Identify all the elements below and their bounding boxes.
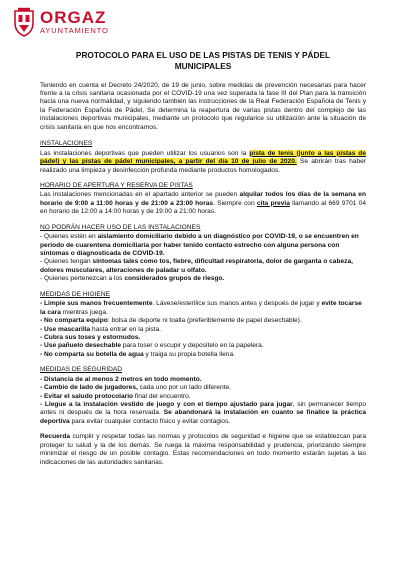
section-text: Las instalaciones deportivas que pueden utilizar los usuarios son la pista de tenis (junto a las pistas de pádel) y las pistas de pádel municipales, a partir del día 10 de julio de 2020. Se abrirán tras haber realizado una limpieza y desinfección profunda mediante productos homologados.: [40, 149, 366, 174]
list-item: - Quienes pertenezcan a los considerados grupos de riesgo.: [40, 275, 225, 283]
document-title: [40, 50, 366, 72]
section-text: Las instalaciones mencionadas en el apartado anterior se pueden alquilar todos los días de la semana en horario de 9:00 a 11:00 horas y de 21:00 a 23:00 horas. Siempre con cita previa llamando al 669 9701 04 en horario de 12:00 a 14:00 horas y de 19:00 a 21:00 horas.: [40, 191, 367, 216]
coat-of-arms-icon: [12, 7, 36, 37]
document-body: [40, 50, 366, 467]
cita-previa: cita previa: [256, 199, 290, 207]
list-item: - Quienes tengan síntomas tales como tos, fiebre, dificultad respiratoria, dolor de garganta o cabeza, dolores musculares, alteraciones de paladar u olfato.: [40, 258, 353, 274]
header: [12, 4, 109, 40]
section-higiene: [40, 291, 366, 360]
list-item: - Use mascarilla hasta entrar en la pista.: [40, 325, 161, 333]
section-title: MEDIDAS DE HIGIENE: [40, 290, 110, 298]
list-item: - No comparta equipo: bolsa de deporte ni toalla (preferiblemente de papel desechable).: [40, 317, 302, 325]
list-item: - No comparta su botella de agua y traiga su propia botella llena.: [40, 350, 235, 358]
list-item: - Use pañuelo desechable para toser o escupir y depositelo en la papelera.: [40, 342, 264, 350]
section-title: INSTALACIONES: [40, 140, 93, 148]
closing-paragraph: Recuerda cumplir y respetar todas las normas y protocolos de seguridad e higiene que se establezcan para proteger tu salud y la de los demás. Se ruega la máxima responsabilidad y prudencia, priorizando siempre minimizar el riesgo de un posible contagio. Estas recomendaciones en todo momento estarán sujetas a las indicaciones de las autoridades sanitarias.: [40, 433, 366, 466]
list-item: - Evitar el saludo protocolario final del encuentro.: [40, 392, 191, 400]
section-title: NO PODRÁN HACER USO DE LAS INSTALACIONES: [40, 223, 201, 231]
section-no-podran: [40, 224, 366, 284]
logo-subtitle: AYUNTAMIENTO: [40, 26, 109, 36]
highlighted-date: , a partir del día 10 de julio de 2020.: [173, 158, 297, 166]
section-horario: [40, 182, 366, 217]
section-instalaciones: [40, 140, 366, 175]
title-line-2: MUNICIPALES: [174, 60, 232, 71]
highlighted-text: pista de tenis (junto a las pistas de pádel) y las pistas de pádel municipales: [40, 149, 366, 166]
list-item: - Limpie sus manos frecuentemente. Lávese/esterilice sus manos antes y después de jugar y evite tocarse la cara mientras juega.: [40, 300, 362, 316]
title-line-1: PROTOCOLO PARA EL USO DE LAS PISTAS DE TENIS Y PÁDEL: [75, 50, 331, 60]
list-item: - Cambio de lado de jugadores, cada uno por un lado diferente.: [40, 384, 231, 392]
intro-paragraph: Teniendo en cuenta el Decreto 24/2020, de 19 de junio, sobre medidas de prevención necesarias para hacer frente a la crisis sanitaria ocasionada por el COVID-19 una vez superada la fase III del Plan para la transición hacia una nueva normalidad, y siguiendo también las instrucciones de la Real Federación Española de Tenis y la Federación Española de Pádel, Se determina la reapertura de varias pistas dentro del complejo de las instalaciones deportivas municipales, mediante un protocolo que regularice su utilización ante la situación de crisis sanitaria en que nos encontramos.: [40, 81, 366, 131]
list-item: - Quienes estén en aislamiento domiciliario debido a un diagnóstico por COVID-19, o se encuentren en periodo de cuarentena domiciliaria por haber tenido contacto estrecho con alguna persona con síntomas o diagnosticada de COVID-19.: [40, 233, 359, 257]
list-item: - Distancia de al menos 2 metros en todo momento.: [40, 375, 202, 383]
section-title: HORARIO DE APERTURA Y RESERVA DE PISTAS: [40, 181, 193, 189]
section-seguridad: [40, 366, 366, 426]
list-item: - Cubra sus toses y estornudos.: [40, 333, 141, 341]
logo: [40, 9, 109, 35]
list-item: - Llegue a la instalación vestido de juego y con el tiempo ajustado para jugar, sin permanecer tiempo antes ni después de la hora reservada. Se abandonará la instalación en cuanto se finalice la práctica deportiva para evitar cualquier contacto físico y evitar contagios.: [40, 401, 366, 425]
logo-name: ORGAZ: [40, 8, 107, 28]
section-title: MEDIDAS DE SEGURIDAD: [40, 366, 123, 374]
